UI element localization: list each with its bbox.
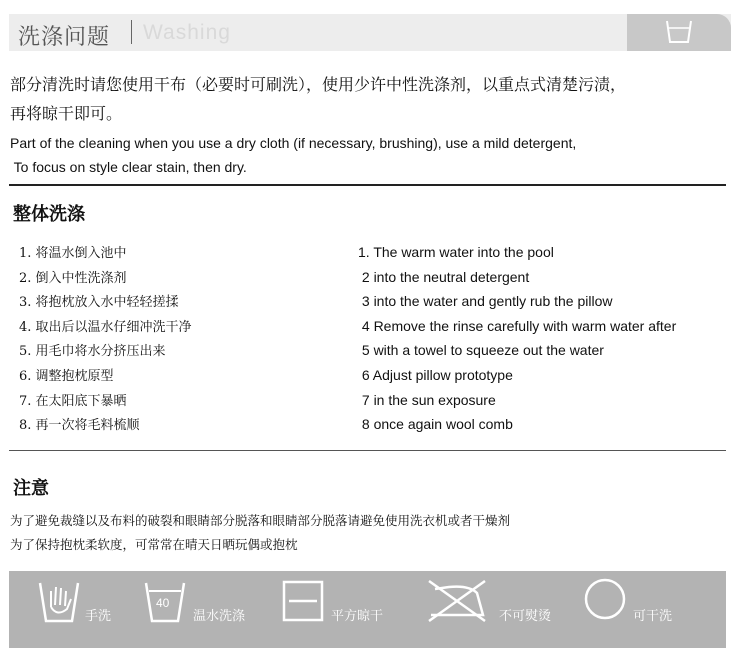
care-label-flat-dry: 平方晾干 [331,609,384,624]
step-en-7: 7 in the sun exposure [358,391,496,408]
dry-clean-icon [583,577,627,621]
notice-text [10,509,510,557]
step-en-8: 8 once again wool comb [358,416,513,433]
step-cn-6: 6. 调整抱枕原型 [19,368,114,384]
steps-english-list [358,240,676,437]
header-tab [627,14,731,51]
intro-en-line-2: To focus on style clear stain, then dry. [10,159,247,175]
page-title: 洗涤问题 [18,25,111,50]
step-en-2: 2 into the neutral detergent [358,268,530,285]
notice-line-2: 为了保持抱枕柔软度，可常常在晴天日晒玩偶或抱枕 [10,537,298,552]
flat-dry-icon [281,579,325,623]
notice-heading: 注意 [13,478,49,499]
step-en-4: 4 Remove the rinse carefully with warm water after [358,317,677,334]
section-divider-2 [9,450,726,451]
step-cn-4: 4. 取出后以温水仔细冲洗干净 [19,319,192,335]
title-divider [131,20,132,44]
hand-wash-icon [37,577,81,625]
intro-cn-line-2: 再将晾干即可。 [10,104,123,123]
header-bar [9,14,731,51]
step-en-3: 3 into the water and gently rub the pillow [358,293,613,310]
care-label-dry-clean: 可干洗 [633,609,673,624]
wash-temperature: 40 [156,596,170,610]
intro-english [10,131,734,179]
step-cn-7: 7. 在太阳底下暴晒 [19,393,127,409]
step-cn-2: 2. 倒入中性洗涤剂 [19,270,127,286]
intro-en-line-1: Part of the cleaning when you use a dry cloth (if necessary, brushing), use a mild detergent, [10,135,577,151]
step-en-1: 1. The warm water into the pool [358,244,554,260]
care-label-no-iron: 不可熨烫 [499,609,552,624]
step-en-5: 5 with a towel to squeeze out the water [358,342,604,359]
care-label-hand-wash: 手洗 [85,609,112,624]
steps-chinese-list [19,242,192,439]
notice-line-1: 为了避免裁缝以及布料的破裂和眼睛部分脱落和眼睛部分脱落请避免使用洗衣机或者干燥剂 [10,513,511,528]
intro-cn-line-1: 部分清洗时请您使用干布（必要时可刷洗），使用少许中性洗涤剂，以重点式清楚污渍， [10,75,627,94]
step-cn-5: 5. 用毛巾将水分挤压出来 [19,344,166,360]
care-label-warm-wash: 温水洗涤 [193,609,246,624]
step-en-6: 6 Adjust pillow prototype [358,366,513,383]
step-cn-3: 3. 将抱枕放入水中轻轻搓揉 [19,295,179,311]
do-not-iron-icon [425,575,489,623]
step-cn-8: 8. 再一次将毛料梳顺 [19,418,140,434]
overall-wash-heading: 整体洗涤 [13,204,85,225]
page-subtitle: Washing [143,21,231,44]
section-divider [9,184,726,186]
care-symbols-bar [9,571,726,648]
wash-basin-icon [664,19,694,45]
step-cn-1: 1. 将温水倒入池中 [19,246,127,261]
intro-chinese [10,70,734,128]
